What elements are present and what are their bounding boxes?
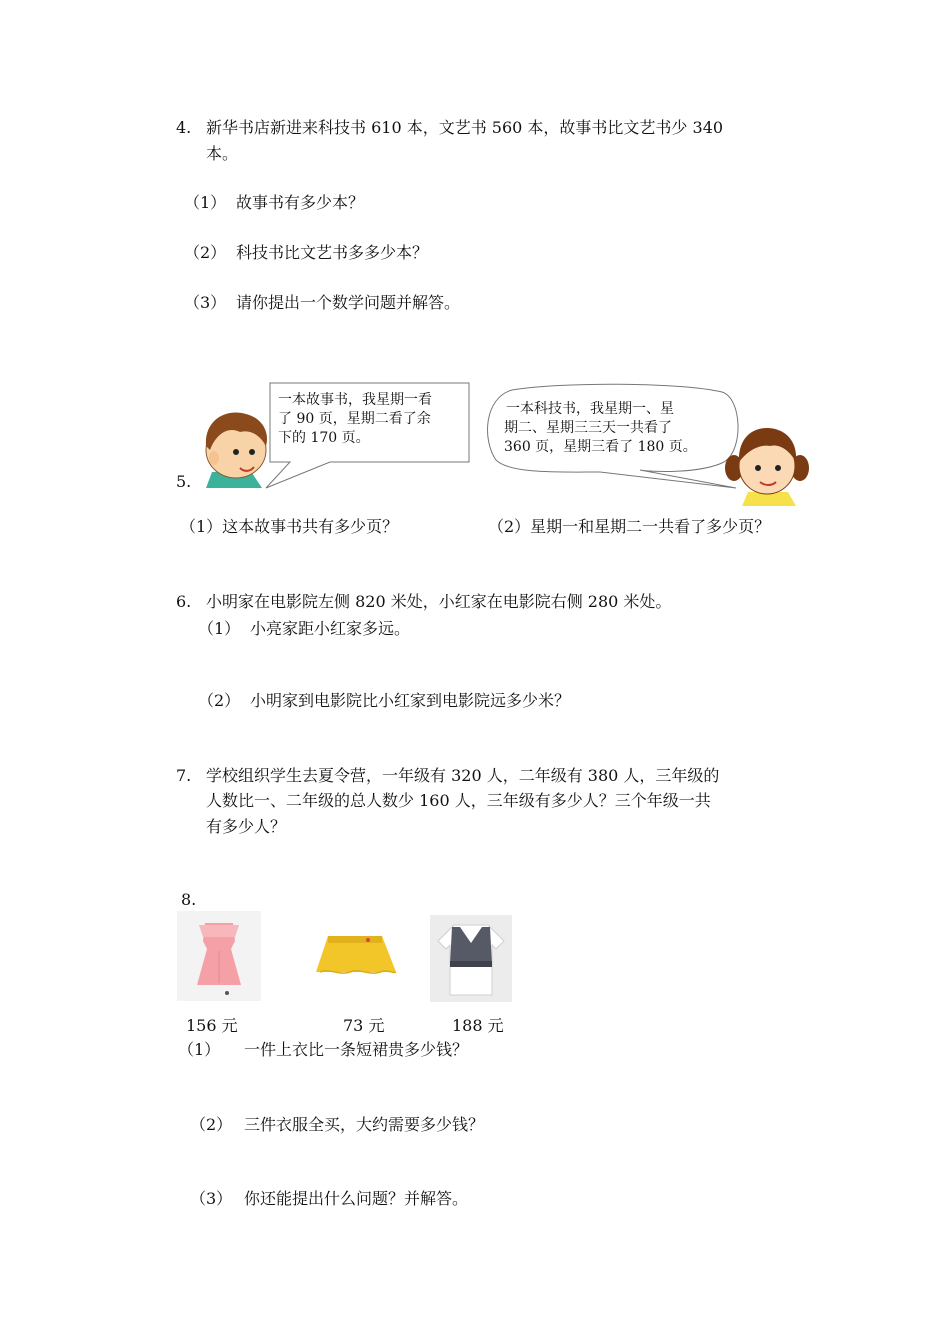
q4-sub1-label: （1） xyxy=(184,193,227,212)
q4-sub1-text: 故事书有多少本？ xyxy=(236,193,365,212)
q8-sub2-text: 三件衣服全买，大约需要多少钱？ xyxy=(244,1115,485,1134)
q4-text-line2: 本。 xyxy=(206,144,239,163)
boy-bubble-line3: 下的 170 页。 xyxy=(278,430,370,446)
q4-sub2-text: 科技书比文艺书多多少本？ xyxy=(236,243,429,262)
q4-sub3-label: （3） xyxy=(184,293,227,312)
girl-cartoon-icon xyxy=(725,428,809,506)
q6-number: 6. xyxy=(176,592,192,611)
price-skirt: 73 元 xyxy=(343,1016,385,1035)
q4-sub3-text: 请你提出一个数学问题并解答。 xyxy=(236,293,461,312)
q8-sub3-text: 你还能提出什么问题？并解答。 xyxy=(244,1189,469,1208)
girl-bubble-line1: 一本科技书，我星期一、星 xyxy=(506,401,674,417)
girl-bubble-line3: 360 页，星期三看了 180 页。 xyxy=(504,439,697,455)
q8-number: 8. xyxy=(181,890,197,909)
q7-text-line3: 有多少人？ xyxy=(206,817,287,836)
boy-cartoon-icon xyxy=(206,412,267,488)
q7-text-line2: 人数比一、二年级的总人数少 160 人，三年级有多少人？三个年级一共 xyxy=(206,791,711,810)
q8-sub3-label: （3） xyxy=(190,1189,233,1208)
price-dress: 156 元 xyxy=(186,1016,238,1035)
skirt-image xyxy=(310,928,404,980)
girl-bubble-line2: 期二、星期三三天一共看了 xyxy=(504,420,672,436)
q4-sub2-label: （2） xyxy=(184,243,227,262)
q4-number: 4. xyxy=(176,118,192,137)
q6-sub1-text: 小亮家距小红家多远。 xyxy=(250,619,411,638)
q6-sub2-text: 小明家到电影院比小红家到电影院远多少米？ xyxy=(250,691,571,710)
q5-question2: （2）星期一和星期二一共看了多少页？ xyxy=(488,517,771,536)
q8-sub1-label: （1） xyxy=(178,1040,221,1059)
q7-number: 7. xyxy=(176,766,192,785)
q6-sub2-label: （2） xyxy=(198,691,241,710)
q7-text-line1: 学校组织学生去夏令营，一年级有 320 人，二年级有 380 人，三年级的 xyxy=(206,766,720,785)
q4-text-line1: 新华书店新进来科技书 610 本，文艺书 560 本，故事书比文艺书少 340 xyxy=(206,118,724,137)
q8-sub2-label: （2） xyxy=(190,1115,233,1134)
price-top: 188 元 xyxy=(452,1016,504,1035)
q5-number: 5. xyxy=(176,472,192,491)
boy-bubble-line1: 一本故事书，我星期一看 xyxy=(278,392,432,408)
q6-text: 小明家在电影院左侧 820 米处，小红家在电影院右侧 280 米处。 xyxy=(206,592,672,611)
boy-bubble-line2: 了 90 页，星期二看了余 xyxy=(278,411,431,427)
dress-image xyxy=(177,911,261,1001)
q6-sub1-label: （1） xyxy=(198,619,241,638)
q5-question1: （1）这本故事书共有多少页？ xyxy=(180,517,399,536)
q8-sub1-text: 一件上衣比一条短裙贵多少钱？ xyxy=(244,1040,469,1059)
top-image xyxy=(430,915,512,1002)
